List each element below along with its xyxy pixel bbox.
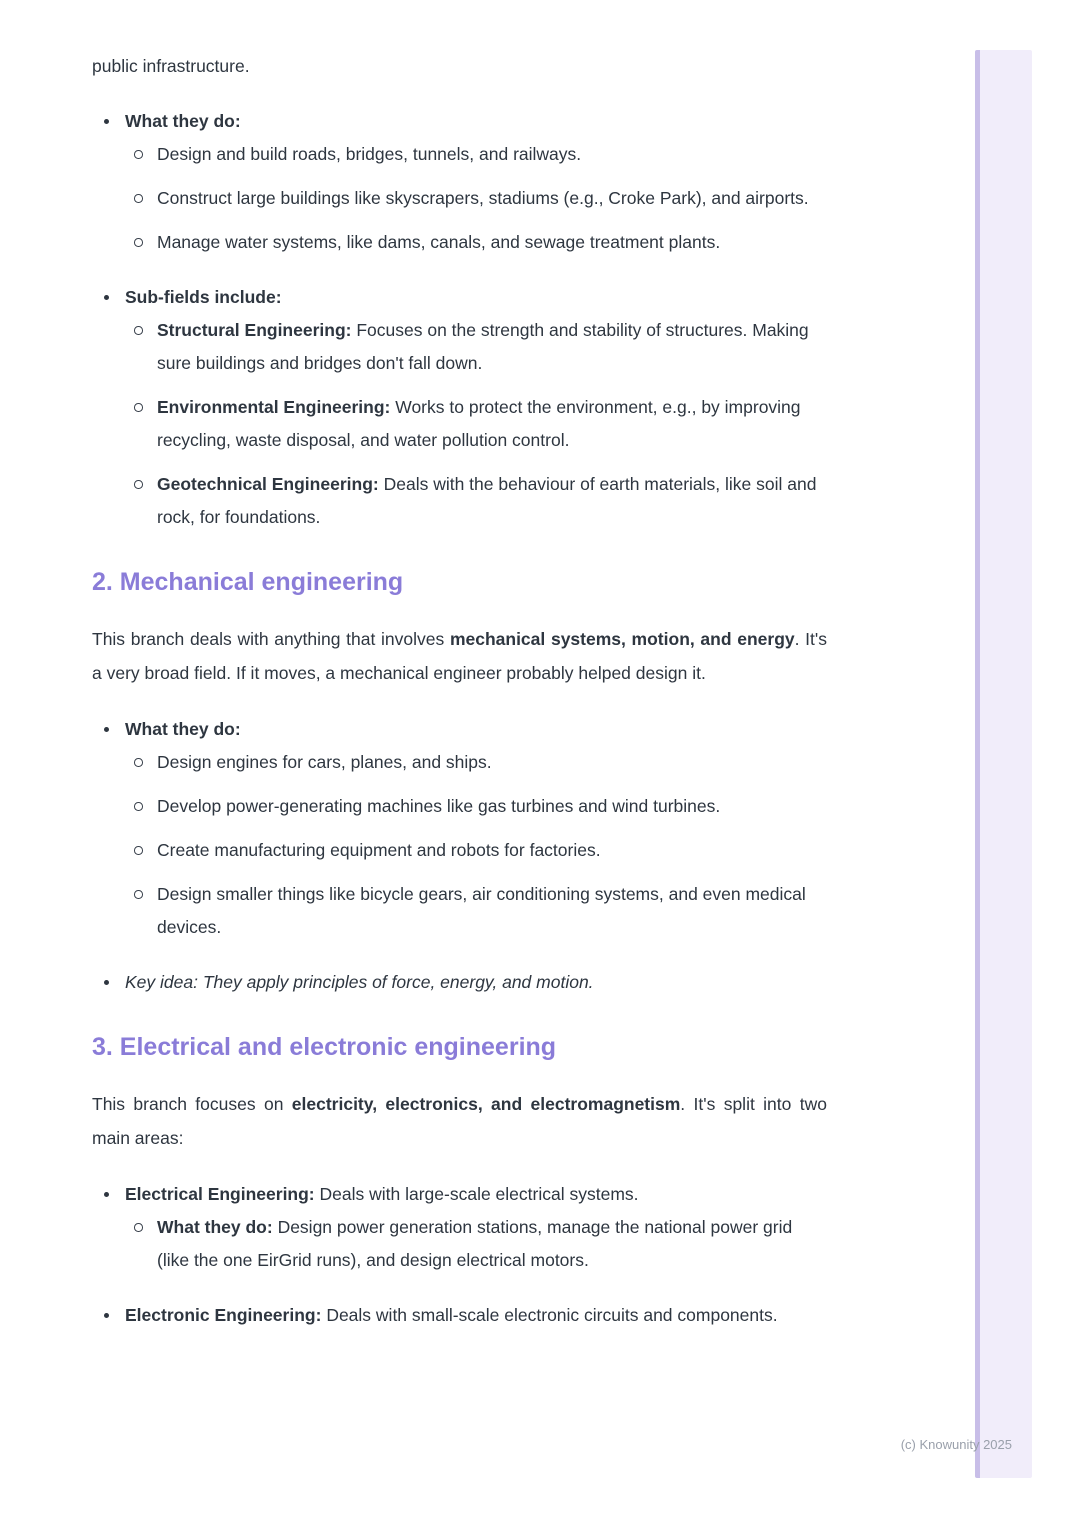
bullet-dot-icon bbox=[104, 1313, 109, 1318]
list-item-what-they-do bbox=[92, 713, 827, 944]
electrical-intro-paragraph bbox=[92, 1087, 827, 1155]
desc-text: Design power generation stations, manage the national power grid (like the one EirGrid runs), and design electrical motors. bbox=[157, 1217, 793, 1270]
bullet-circle-icon bbox=[134, 480, 143, 489]
page-edge-bar bbox=[975, 50, 1032, 1478]
key-idea-text: Key idea: They apply principles of force, energy, and motion. bbox=[125, 972, 594, 992]
bullet-dot-icon bbox=[104, 295, 109, 300]
list-text: Create manufacturing equipment and robots for factories. bbox=[157, 840, 601, 860]
list-item bbox=[125, 878, 827, 944]
bullet-circle-icon bbox=[134, 1223, 143, 1232]
list-item bbox=[125, 1211, 827, 1277]
text-run: This branch deals with anything that involves bbox=[92, 629, 450, 649]
desc-text: Deals with large-scale electrical systems. bbox=[319, 1184, 639, 1204]
list-item bbox=[125, 834, 827, 867]
bullet-circle-icon bbox=[134, 846, 143, 855]
list-item-key-idea bbox=[92, 966, 827, 999]
list-text: Design engines for cars, planes, and ships. bbox=[157, 752, 492, 772]
watermark: (c) Knowunity 2025 bbox=[900, 1437, 1012, 1452]
text-run: . It's a very broad field. If it moves, a mechanical engineer probably helped design it. bbox=[92, 629, 827, 683]
bullet-dot-icon bbox=[104, 119, 109, 124]
list-item bbox=[125, 746, 827, 779]
list-item-electrical-engineering bbox=[92, 1178, 827, 1277]
continuation-paragraph: public infrastructure. bbox=[92, 56, 250, 76]
text-run-bold: mechanical systems, motion, and energy bbox=[449, 629, 795, 649]
mechanical-lists bbox=[92, 713, 827, 999]
list-item bbox=[125, 391, 827, 457]
list-item-subfields bbox=[92, 281, 827, 534]
bullet-circle-icon bbox=[134, 802, 143, 811]
bullet-dot-icon bbox=[104, 980, 109, 985]
document-content bbox=[92, 50, 827, 1354]
bullet-circle-icon bbox=[134, 403, 143, 412]
term-text: What they do: bbox=[157, 1217, 273, 1237]
electrical-lists bbox=[92, 1178, 827, 1332]
list-item-electronic-engineering bbox=[92, 1299, 827, 1332]
list-item bbox=[125, 138, 827, 171]
desc-text: Deals with the behaviour of earth materials, like soil and rock, for foundations. bbox=[157, 474, 817, 527]
list-text: Manage water systems, like dams, canals, and sewage treatment plants. bbox=[157, 232, 721, 252]
list-item bbox=[125, 226, 827, 259]
civil-what-sublist bbox=[125, 138, 827, 259]
bullet-dot-icon bbox=[104, 727, 109, 732]
term-text: Electrical Engineering: bbox=[125, 1184, 315, 1204]
mechanical-what-sublist bbox=[125, 746, 827, 944]
list-item bbox=[125, 182, 827, 215]
text-run: This branch focuses on bbox=[92, 1094, 292, 1114]
list-label: Sub-fields include: bbox=[125, 287, 282, 307]
civil-lists bbox=[92, 105, 827, 534]
civil-subfields-sublist bbox=[125, 314, 827, 534]
list-label: What they do: bbox=[125, 719, 241, 739]
term-text: Geotechnical Engineering: bbox=[157, 474, 379, 494]
mechanical-intro-paragraph bbox=[92, 622, 827, 690]
list-text: Construct large buildings like skyscrapers, stadiums (e.g., Croke Park), and airports. bbox=[157, 188, 809, 208]
list-label: What they do: bbox=[125, 111, 241, 131]
list-item bbox=[125, 468, 827, 534]
list-text: Design and build roads, bridges, tunnels, and railways. bbox=[157, 144, 582, 164]
desc-text: Works to protect the environment, e.g., by improving recycling, waste disposal, and water pollution control. bbox=[157, 397, 801, 450]
bullet-circle-icon bbox=[134, 758, 143, 767]
bullet-circle-icon bbox=[134, 326, 143, 335]
text-run: . It's split into two main areas: bbox=[92, 1094, 827, 1148]
section-heading-mechanical: 2. Mechanical engineering bbox=[92, 568, 404, 596]
bullet-circle-icon bbox=[134, 890, 143, 899]
list-item bbox=[125, 314, 827, 380]
term-text: Environmental Engineering: bbox=[157, 397, 391, 417]
electrical-sublist bbox=[125, 1211, 827, 1277]
list-item bbox=[125, 790, 827, 823]
term-text: Structural Engineering: bbox=[157, 320, 352, 340]
list-item-what-they-do bbox=[92, 105, 827, 259]
desc-text: Deals with small-scale electronic circuits and components. bbox=[326, 1305, 778, 1325]
bullet-circle-icon bbox=[134, 238, 143, 247]
term-text: Electronic Engineering: bbox=[125, 1305, 322, 1325]
section-heading-electrical: 3. Electrical and electronic engineering bbox=[92, 1033, 557, 1061]
bullet-circle-icon bbox=[134, 194, 143, 203]
text-run-bold: electricity, electronics, and electromagnetism bbox=[291, 1094, 681, 1114]
desc-text: Focuses on the strength and stability of structures. Making sure buildings and bridges don't fall down. bbox=[157, 320, 809, 373]
bullet-circle-icon bbox=[134, 150, 143, 159]
list-text: Design smaller things like bicycle gears, air conditioning systems, and even medical devices. bbox=[157, 884, 806, 937]
bullet-dot-icon bbox=[104, 1192, 109, 1197]
list-text: Develop power-generating machines like gas turbines and wind turbines. bbox=[157, 796, 721, 816]
